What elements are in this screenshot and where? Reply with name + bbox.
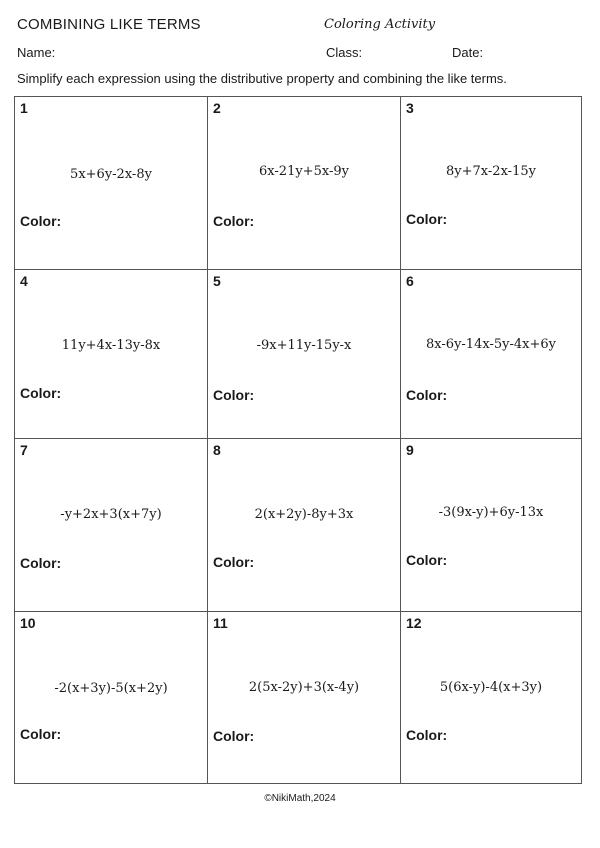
color-label: Color: bbox=[213, 554, 255, 570]
problem-expression: -3(9x-y)+6y-13x bbox=[438, 505, 544, 520]
color-label: Color: bbox=[20, 213, 62, 229]
problem-cell bbox=[401, 97, 581, 270]
color-label: Color: bbox=[406, 387, 448, 403]
class-field-label: Class: bbox=[326, 45, 363, 60]
color-label: Color: bbox=[213, 213, 255, 229]
problem-expression: 2(5x-2y)+3(x-4y) bbox=[248, 680, 360, 695]
problem-grid bbox=[14, 96, 582, 784]
instructions: Simplify each expression using the distributive property and combining the like terms. bbox=[17, 71, 507, 86]
problem-expression: -2(x+3y)-5(x+2y) bbox=[54, 681, 168, 696]
problem-expression: -y+2x+3(x+7y) bbox=[60, 507, 162, 522]
problem-number: 11 bbox=[213, 615, 228, 631]
color-label: Color: bbox=[20, 385, 62, 401]
copyright-footer: ©NikiMath,2024 bbox=[264, 793, 336, 804]
color-label: Color: bbox=[406, 211, 448, 227]
problem-number: 9 bbox=[406, 442, 414, 458]
problem-expression: 8y+7x-2x-15y bbox=[446, 164, 536, 179]
problem-number: 1 bbox=[20, 100, 28, 116]
problem-number: 8 bbox=[213, 442, 221, 458]
color-label: Color: bbox=[213, 728, 255, 744]
problem-expression: 2(x+2y)-8y+3x bbox=[254, 507, 354, 522]
problem-number: 5 bbox=[213, 273, 221, 289]
color-label: Color: bbox=[406, 727, 448, 743]
problem-number: 12 bbox=[406, 615, 422, 631]
problem-cell bbox=[15, 270, 208, 439]
color-label: Color: bbox=[213, 387, 255, 403]
color-label: Color: bbox=[20, 555, 62, 571]
problem-cell bbox=[208, 97, 401, 270]
problem-cell bbox=[401, 439, 581, 612]
date-field-label: Date: bbox=[452, 45, 484, 60]
problem-expression: 5x+6y-2x-8y bbox=[70, 167, 152, 182]
problem-cell bbox=[15, 97, 208, 270]
problem-number: 3 bbox=[406, 100, 414, 116]
worksheet-title: COMBINING LIKE TERMS bbox=[17, 16, 201, 33]
problem-expression: 8x-6y-14x-5y-4x+6y bbox=[426, 337, 556, 352]
problem-number: 7 bbox=[20, 442, 28, 458]
name-field-label: Name: bbox=[17, 45, 56, 60]
problem-number: 4 bbox=[20, 273, 28, 289]
problem-cell bbox=[401, 270, 581, 439]
problem-expression: 11y+4x-13y-8x bbox=[61, 338, 161, 353]
problem-expression: 5(6x-y)-4(x+3y) bbox=[439, 680, 543, 695]
activity-label: Coloring Activity bbox=[324, 17, 436, 32]
color-label: Color: bbox=[406, 552, 448, 568]
problem-cell bbox=[401, 612, 581, 783]
problem-number: 10 bbox=[20, 615, 36, 631]
problem-cell bbox=[15, 439, 208, 612]
problem-cell bbox=[208, 439, 401, 612]
problem-cell bbox=[208, 270, 401, 439]
problem-expression: -9x+11y-15y-x bbox=[256, 338, 352, 353]
problem-cell bbox=[15, 612, 208, 783]
problem-expression: 6x-21y+5x-9y bbox=[259, 164, 349, 179]
color-label: Color: bbox=[20, 726, 62, 742]
problem-number: 2 bbox=[213, 100, 221, 116]
problem-cell bbox=[208, 612, 401, 783]
problem-number: 6 bbox=[406, 273, 414, 289]
